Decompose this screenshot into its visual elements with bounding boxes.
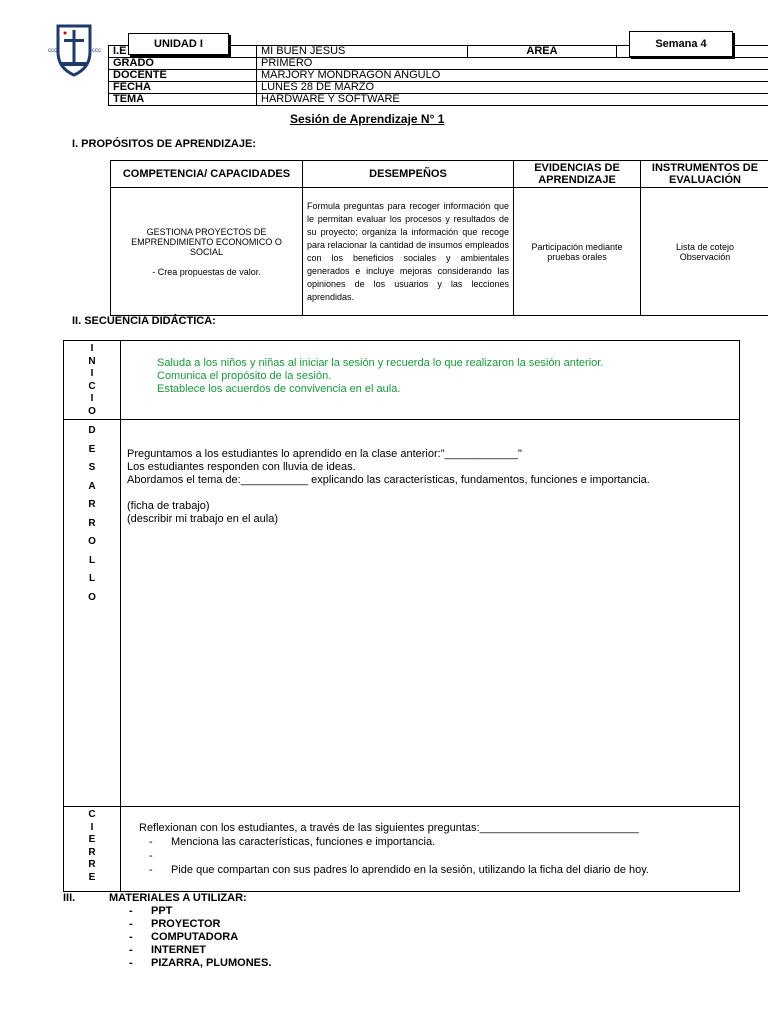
- sequence-table: [63, 340, 740, 892]
- unidad-box: UNIDAD I: [128, 33, 229, 55]
- school-logo: [44, 22, 104, 77]
- svg-text:ccc: ccc: [92, 48, 101, 54]
- cierre-label: C I E R R E: [64, 807, 121, 892]
- material-item: - PIZARRA, PLUMONES.: [129, 957, 272, 969]
- svg-text:ccc: ccc: [48, 48, 57, 54]
- purposes-table: COMPETENCIA/ CAPACIDADES DESEMPEÑOS EVIDENCIAS DE APRENDIZAJE INSTRUMENTOS DE EVALUACIÓN GESTIONA PROYECTOS DE EMPRENDIMIENTO ECONOMICO O SOCIAL - Crea propuestas de valor. Formula preguntas para recoger información que le permitan evaluar los procesos y resultados de su proyecto; organiza la información que recoge para relacionar la cantidad de insumos empleados con los beneficios sociales y ambientales generados e incluye mejoras considerando las opiniones de los usuarios y las lecciones aprendidas. Participación mediante pruebas orales Lista de cotejo Observación: [110, 160, 768, 316]
- material-item: - COMPUTADORA: [129, 931, 239, 943]
- materials-section: III. MATERIALES A UTILIZAR: - PPT - PROYECTOR - COMPUTADORA - INTERNET - PIZARRA, PLUMONES.: [63, 892, 272, 969]
- material-item: - PROYECTOR: [129, 918, 221, 930]
- header-table: I.E MI BUEN JESUS AREA GRADO PRIMERO DOCENTE MARJORY MONDRAGON ANGULO FECHA LUNES 28 DE MARZO TEMA HARDWARE Y SOFTWARE: [108, 45, 768, 106]
- semana-box: Semana 4: [629, 31, 733, 57]
- competencia-cell: GESTIONA PROYECTOS DE EMPRENDIMIENTO ECONOMICO O SOCIAL - Crea propuestas de valor.: [111, 188, 303, 316]
- desarrollo-content: Preguntamos a los estudiantes lo aprendido en la clase anterior:"____________" Los estudiantes responden con lluvia de ideas. Abordamos el tema de:___________ explicando las características, fundamentos, funciones e importancia. (ficha de trabajo) (describir mi trabajo en el aula): [121, 420, 740, 807]
- material-item: - PPT: [129, 905, 173, 917]
- section-purposes: I. PROPÓSITOS DE APRENDIZAJE:: [72, 138, 256, 150]
- inicio-content: Saluda a los niños y niñas al iniciar la sesión y recuerda lo que realizaron la sesión anterior. Comunica el propósito de la sesión. Establece los acuerdos de convivencia en el aula.: [121, 341, 740, 420]
- material-item: - INTERNET: [129, 944, 206, 956]
- cierre-content: Reflexionan con los estudiantes, a través de las siguientes preguntas:__________________________ - Menciona las características, funciones e importancia. - - Pide que compartan con sus padres lo aprendido en la sesión, utilizando la ficha del diario de hoy.: [121, 807, 740, 892]
- inicio-label: I N I C I O: [64, 341, 121, 420]
- page-title: Sesión de Aprendizaje N° 1: [290, 112, 445, 126]
- section-sequence: II. SECUENCIA DIDÁCTICA:: [72, 315, 216, 327]
- desarrollo-label: D E S A R R O L L O: [64, 420, 121, 807]
